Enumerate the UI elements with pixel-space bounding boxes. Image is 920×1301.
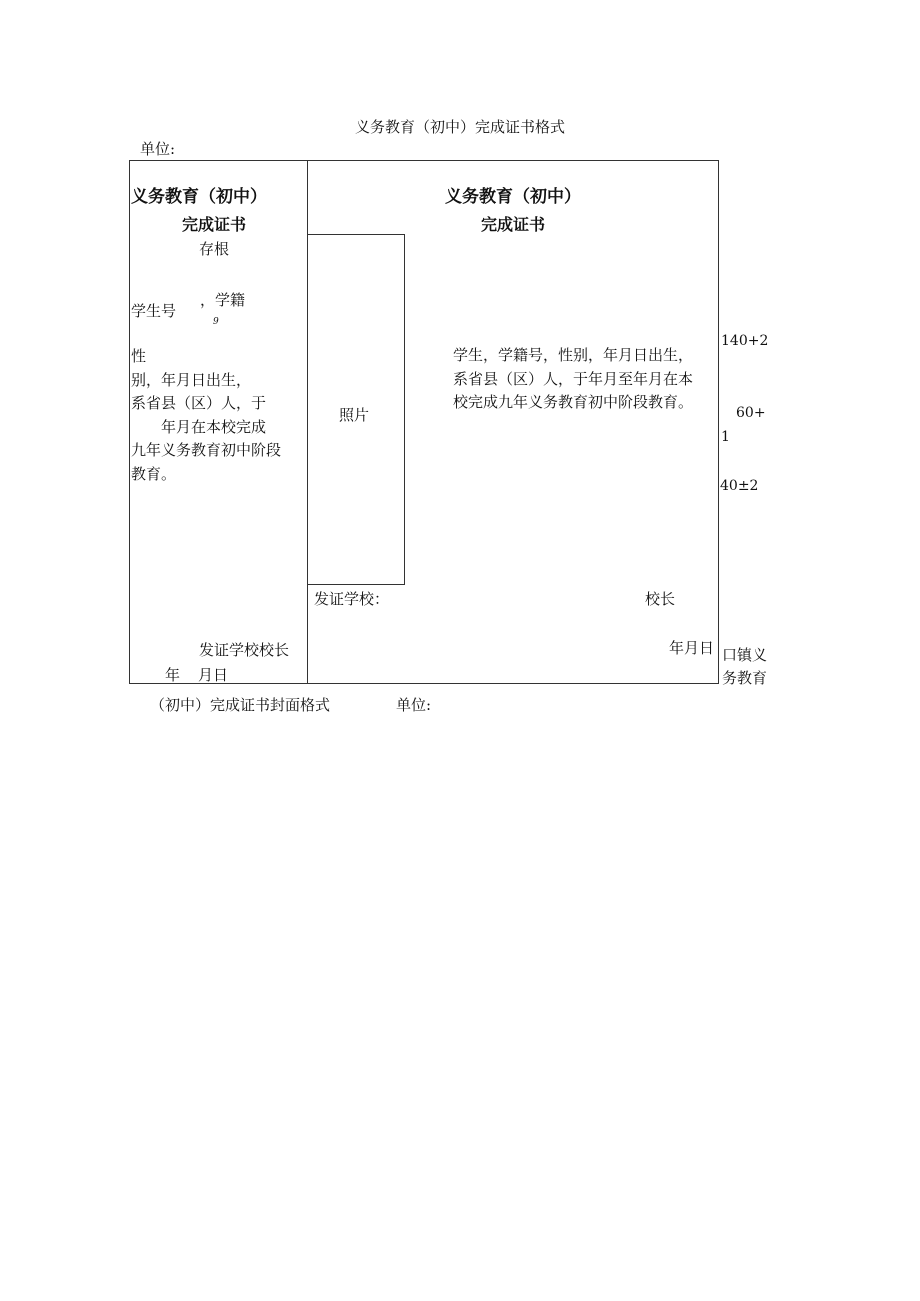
stub-title-line1: 义务教育（初中） [131,187,267,207]
cover-format-caption: （初中）完成证书封面格式 [150,696,331,714]
footer-unit-label: 单位: [396,696,432,714]
photo-label: 照片 [339,406,370,424]
principal-label: 校长 [645,590,676,608]
dimension-note-2-cont: 1 [721,429,730,445]
certificate-body-text: 学生，学籍号，性别，年月日出生， 系省县（区）人，于年月至年月在本 校完成九年义务教育初中阶段教育。 [453,346,694,411]
dimension-note-2: 60+ [736,405,766,421]
page-title: 义务教育（初中）完成证书格式 [354,118,565,136]
dimension-note-1: 140+2 [721,333,769,349]
issuer-school-label: 发证学校： [314,590,390,608]
dimension-note-3: 40±2 [720,478,759,494]
certificate-date: 年月日 [669,639,715,657]
stub-mark: 9 [213,317,219,327]
stub-title-line2: 完成证书 [182,215,247,234]
stub-xueji-label: ，学籍 [200,291,246,309]
stub-issuer: 发证学校校长 [199,641,290,659]
stub-body-text: 性 别，年月日出生， 系省县（区）人，于 年月在本校完成 九年义务教育初中阶段 教育。 [131,347,282,483]
stub-student-id-label: 学生号 [131,302,177,320]
certificate-title-line2: 完成证书 [480,215,545,234]
stub-date-year: 年 [165,666,181,684]
unit-label: 单位: [140,140,176,158]
stub-date-monthday: 月日 [198,666,229,684]
side-note: 口镇义 务教育 [722,646,768,687]
stub-subtitle: 存根 [199,240,230,258]
certificate-title-line1: 义务教育（初中） [445,187,581,207]
